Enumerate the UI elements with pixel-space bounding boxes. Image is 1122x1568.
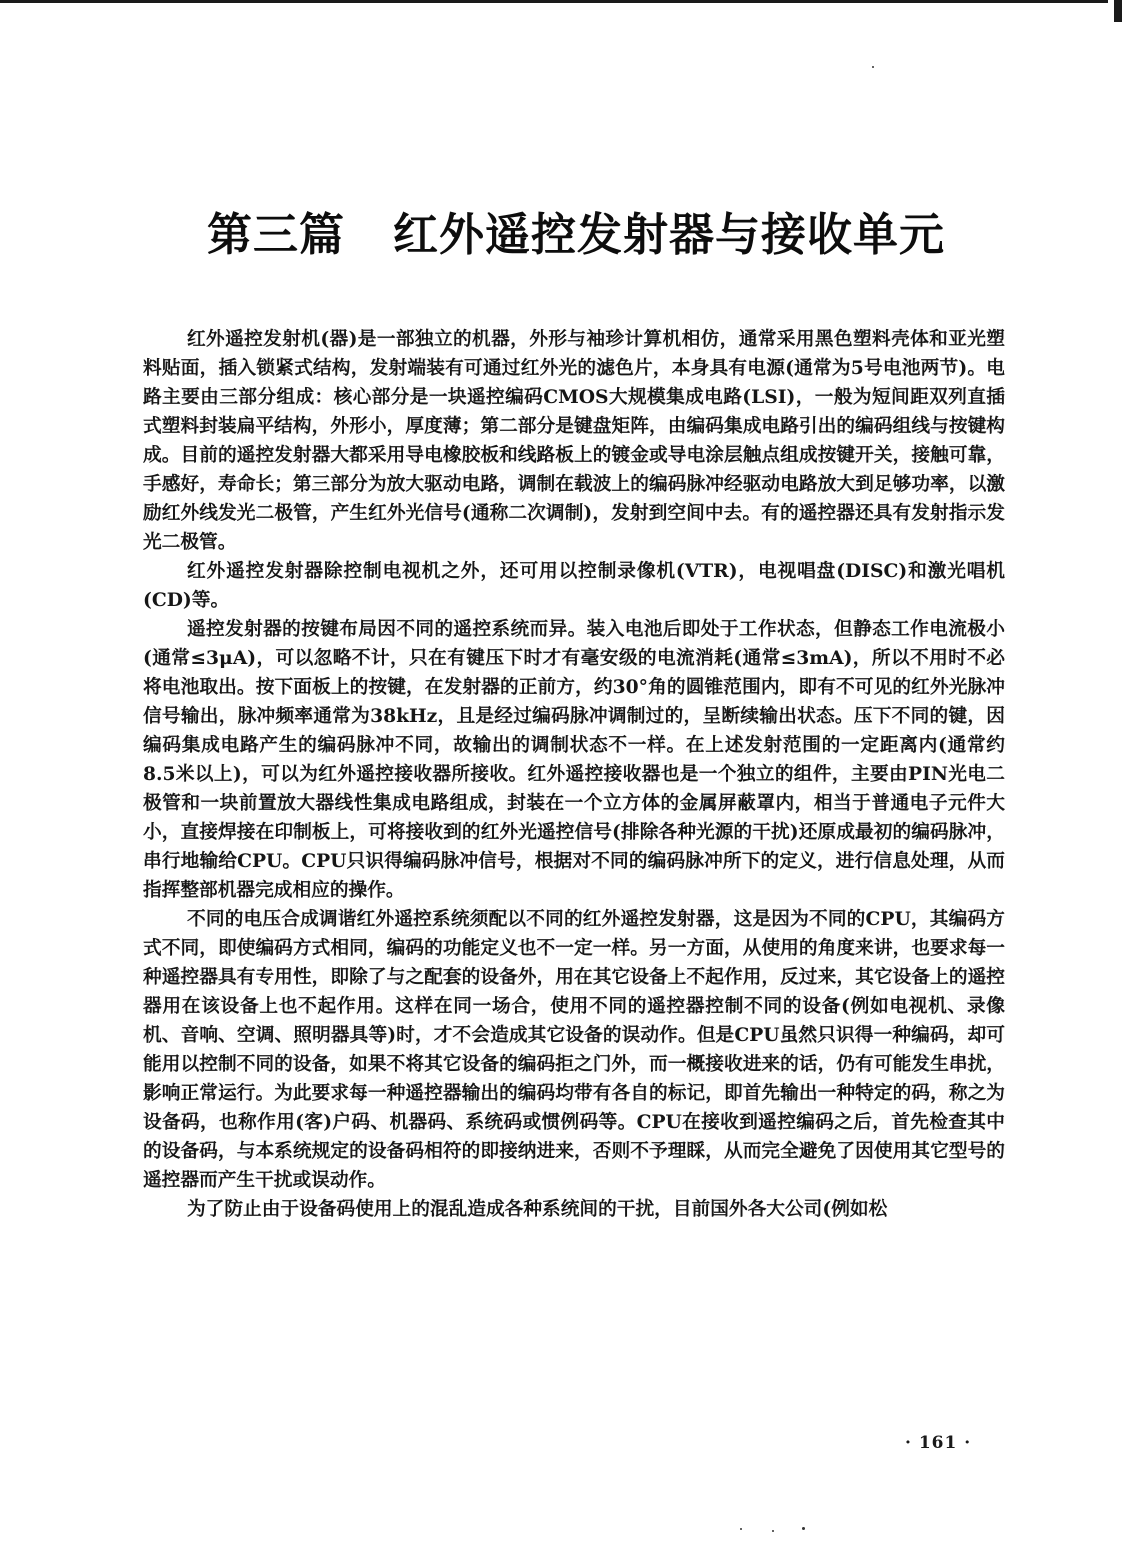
scan-speck [802, 1527, 805, 1530]
paragraph-1: 红外遥控发射机(器)是一部独立的机器，外形与袖珍计算机相仿，通常采用黑色塑料壳体和亚光塑料贴面，插入锁紧式结构，发射端装有可通过红外光的滤色片，本身具有电源(通常为5号电池两节)。电路主要由三部分组成：核心部分是一块遥控编码CMOS大规模集成电路(LSI)，一般为短间距双列直插式塑料封装扁平结构，外形小，厚度薄；第二部分是键盘矩阵，由编码集成电路引出的编码组线与按键构成。目前的遥控发射器大都采用导电橡胶板和线路板上的镀金或导电涂层触点组成按键开关，接触可靠，手感好，寿命长；第三部分为放大驱动电路，调制在载波上的编码脉冲经驱动电路放大到足够功率，以激励红外线发光二极管，产生红外光信号(通称二次调制)，发射到空间中去。有的遥控器还具有发射指示发光二极管。 [143, 328, 1005, 553]
paragraph-2: 红外遥控发射器除控制电视机之外，还可用以控制录像机(VTR)，电视唱盘(DISC)和激光唱机(CD)等。 [143, 560, 1005, 611]
paragraph-5: 为了防止由于设备码使用上的混乱造成各种系统间的干扰，目前国外各大公司(例如松 [187, 1198, 888, 1220]
page-number: · 161 · [905, 1433, 972, 1453]
scan-speck [872, 66, 874, 68]
scan-edge-mark [1114, 0, 1122, 22]
title-part-label: 第三篇 [206, 208, 345, 261]
paragraph-3: 遥控发射器的按键布局因不同的遥控系统而异。装入电池后即处于工作状态，但静态工作电流极小(通常≤3μA)，可以忽略不计，只在有键压下时才有毫安级的电流消耗(通常≤3mA)，所以不用时不必将电池取出。按下面板上的按键，在发射器的正前方，约30°角的圆锥范围内，即有不可见的红外光脉冲信号输出，脉冲频率通常为38kHz，且是经过编码脉冲调制过的，呈断续输出状态。压下不同的键，因编码集成电路产生的编码脉冲不同，故输出的调制状态不一样。在上述发射范围的一定距离内(通常约8.5米以上)，可以为红外遥控接收器所接收。红外遥控接收器也是一个独立的组件，主要由PIN光电二极管和一块前置放大器线性集成电路组成，封装在一个立方体的金属屏蔽罩内，相当于普通电子元件大小，直接焊接在印制板上，可将接收到的红外光遥控信号(排除各种光源的干扰)还原成最初的编码脉冲，串行地输给CPU。CPU只识得编码脉冲信号，根据对不同的编码脉冲所下的定义，进行信息处理，从而指挥整部机器完成相应的操作。 [143, 618, 1005, 901]
scan-top-border [0, 0, 1108, 3]
scan-speck [740, 1528, 742, 1530]
body-text [143, 325, 1005, 1224]
chapter-title [0, 198, 1122, 263]
scan-speck [772, 1530, 774, 1532]
title-main-text: 红外遥控发射器与接收单元 [393, 208, 946, 261]
paragraph-4: 不同的电压合成调谐红外遥控系统须配以不同的红外遥控发射器，这是因为不同的CPU，其编码方式不同，即使编码方式相同，编码的功能定义也不一定一样。另一方面，从使用的角度来讲，也要求每一种遥控器具有专用性，即除了与之配套的设备外，用在其它设备上不起作用，反过来，其它设备上的遥控器用在该设备上也不起作用。这样在同一场合，使用不同的遥控器控制不同的设备(例如电视机、录像机、音响、空调、照明器具等)时，才不会造成其它设备的误动作。但是CPU虽然只识得一种编码，却可能用以控制不同的设备，如果不将其它设备的编码拒之门外，而一概接收进来的话，仍有可能发生串扰，影响正常运行。为此要求每一种遥控器输出的编码均带有各自的标记，即首先输出一种特定的码，称之为设备码，也称作用(客)户码、机器码、系统码或惯例码等。CPU在接收到遥控编码之后，首先检查其中的设备码，与本系统规定的设备码相符的即接纳进来，否则不予理睬，从而完全避免了因使用其它型号的遥控器而产生干扰或误动作。 [143, 908, 1005, 1191]
